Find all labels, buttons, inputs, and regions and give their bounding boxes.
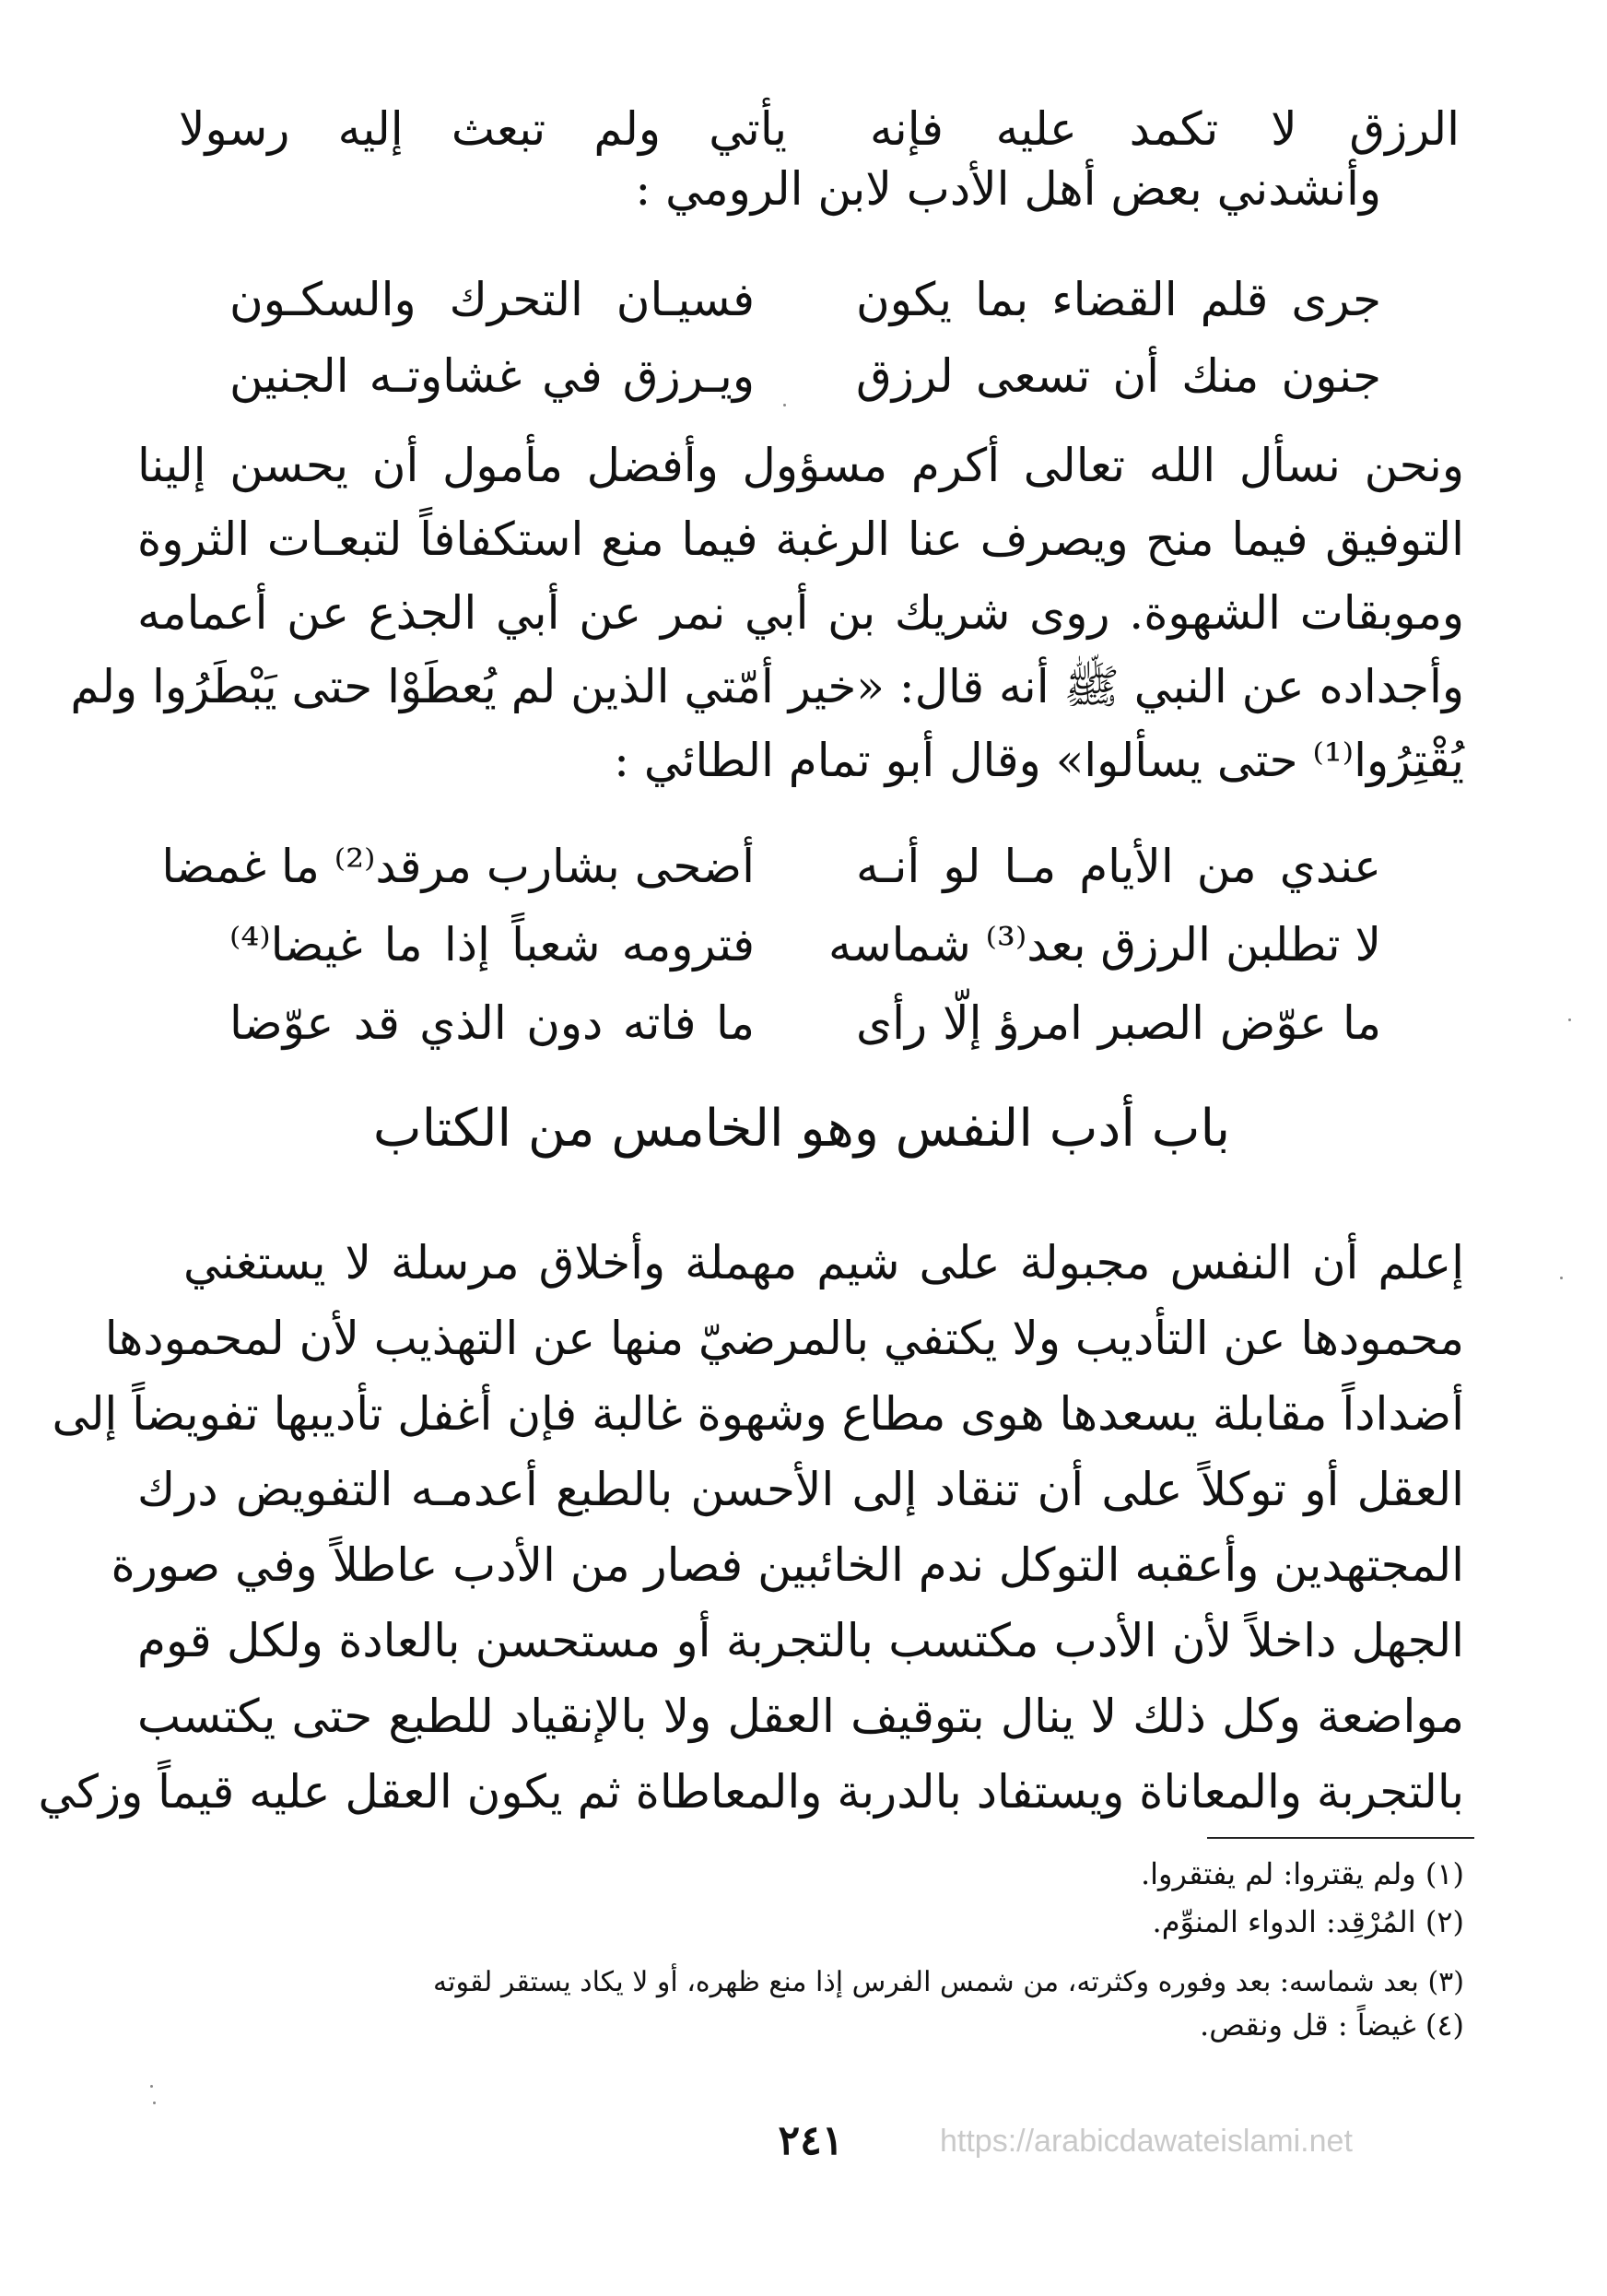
chapter-title: باب أدب النفس وهو الخامس من الكتاب (372, 1099, 1231, 1159)
paragraph-2-line: أضداداً مقابلة يسعدها هوى مطاع وشهوة غالبة فإن أغفل تأديبها تفويضاً إلى (52, 1387, 1464, 1441)
scan-speck (153, 2102, 156, 2104)
intro-line: وأنشدني بعض أهل الأدب لابن الرومي : (635, 162, 1381, 216)
hemistich-second: أضحى بشارب مرقد⁽²⁾ ما غمضا (161, 840, 755, 893)
paragraph-2-line: إعلم أن النفس مجبولة على شيم مهملة وأخلاق مرسلة لا يستغني (183, 1236, 1464, 1289)
paragraph-2-line: المجتهدين وأعقبه التوكل ندم الخائبين فصار من الأدب عاطلاً وفي صورة (111, 1538, 1464, 1592)
paragraph-1-line: وموبقات الشهوة. روى شريك بن أبي نمر عن أبي الجذع عن أعمامه (137, 586, 1464, 640)
paragraph-1-line: ونحن نسأل الله تعالى أكرم مسؤول وأفضل مأمول أن يحسن إلينا (137, 439, 1464, 492)
footnote: (٣) بعد شماسه: بعد وفوره وكثرته، من شمس الفرس إذا منع ظهره، أو لا يكاد يستقر لقوته (433, 1966, 1464, 1998)
verse-opening-second-hemistich: يأتي ولم تبعث إليه رسولا (179, 102, 787, 156)
poem-ibn-rumi-verse (229, 339, 1381, 413)
hemistich-first: ما عوّض الصبر امرؤ إلّا رأى (856, 996, 1381, 1050)
poem-abu-tammam-verse (229, 986, 1381, 1060)
footnote-separator (1207, 1837, 1474, 1839)
footnote: (١) ولم يقتروا: لم يفتقروا. (1140, 1856, 1464, 1891)
paragraph-2-line: بالتجربة والمعاناة ويستفاد بالدربة والمعاطاة ثم يكون العقل عليه قيماً وزكي (38, 1765, 1464, 1819)
paragraph-1-line: التوفيق فيما منح ويصرف عنا الرغبة فيما منع استكفافاً لتبعـات الثروة (137, 512, 1464, 566)
hemistich-first: عندي من الأيام مـا لو أنـه (856, 840, 1381, 893)
paragraph-1-last-line: يُقْتِرُوا⁽¹⁾ حتى يسألوا» وقال أبو تمام الطائي : (614, 734, 1464, 787)
hemistich-first: لا تطلبن الرزق بعد⁽³⁾ شماسه (827, 918, 1381, 971)
hemistich-second: ما فاته دون الذي قد عوّضا (229, 996, 755, 1050)
hemistich-first: جنون منك أن تسعى لرزق (856, 349, 1381, 403)
verse-opening-first-hemistich: الرزق لا تكمد عليه فإنه (870, 102, 1460, 156)
scan-speck (1568, 1018, 1571, 1021)
paragraph-2-line: الجهل داخلاً لأن الأدب مكتسب بالتجربة أو مستحسن بالعادة ولكل قوم (137, 1614, 1464, 1667)
hemistich-first: جرى قلم القضاء بما يكون (856, 273, 1381, 326)
page-number: ٢٤١ (778, 2117, 844, 2164)
hemistich-second: ويـرزق في غشاوتـه الجنين (229, 349, 755, 403)
scan-speck (150, 2085, 153, 2088)
poem-ibn-rumi-verse (229, 263, 1381, 336)
footnote: (٢) المُرْقِد: الدواء المنوِّم. (1152, 1904, 1464, 1939)
poem-abu-tammam-verse (161, 830, 1381, 903)
hemistich-second: فترومه شعباً إذا ما غيضا⁽⁴⁾ (229, 918, 755, 971)
paragraph-2-line: محمودها عن التأديب ولا يكتفي بالمرضيّ منها عن التهذيب لأن لمحمودها (104, 1312, 1464, 1365)
hemistich-second: فسيـان التحرك والسكـون (229, 273, 755, 326)
scan-speck (783, 404, 786, 406)
scan-speck (1560, 1277, 1563, 1279)
watermark-url: https://arabicdawateislami.net (940, 2124, 1353, 2159)
footnote: (٤) غيضاً : قل ونقص. (1200, 2008, 1464, 2043)
paragraph-2-line: مواضعة وكل ذلك لا ينال بتوقيف العقل ولا بالإنقياد للطبع حتى يكتسب (137, 1690, 1464, 1743)
poem-abu-tammam-verse (229, 908, 1381, 982)
paragraph-2-line: العقل أو توكلاً على أن تنقاد إلى الأحسن بالطبع أعدمـه التفويض درك (137, 1463, 1464, 1516)
paragraph-1-line: وأجداده عن النبي ﷺ أنه قال: «خير أمّتي الذين لم يُعطَوْا حتى يَبْطَرُوا ولم (70, 660, 1464, 713)
